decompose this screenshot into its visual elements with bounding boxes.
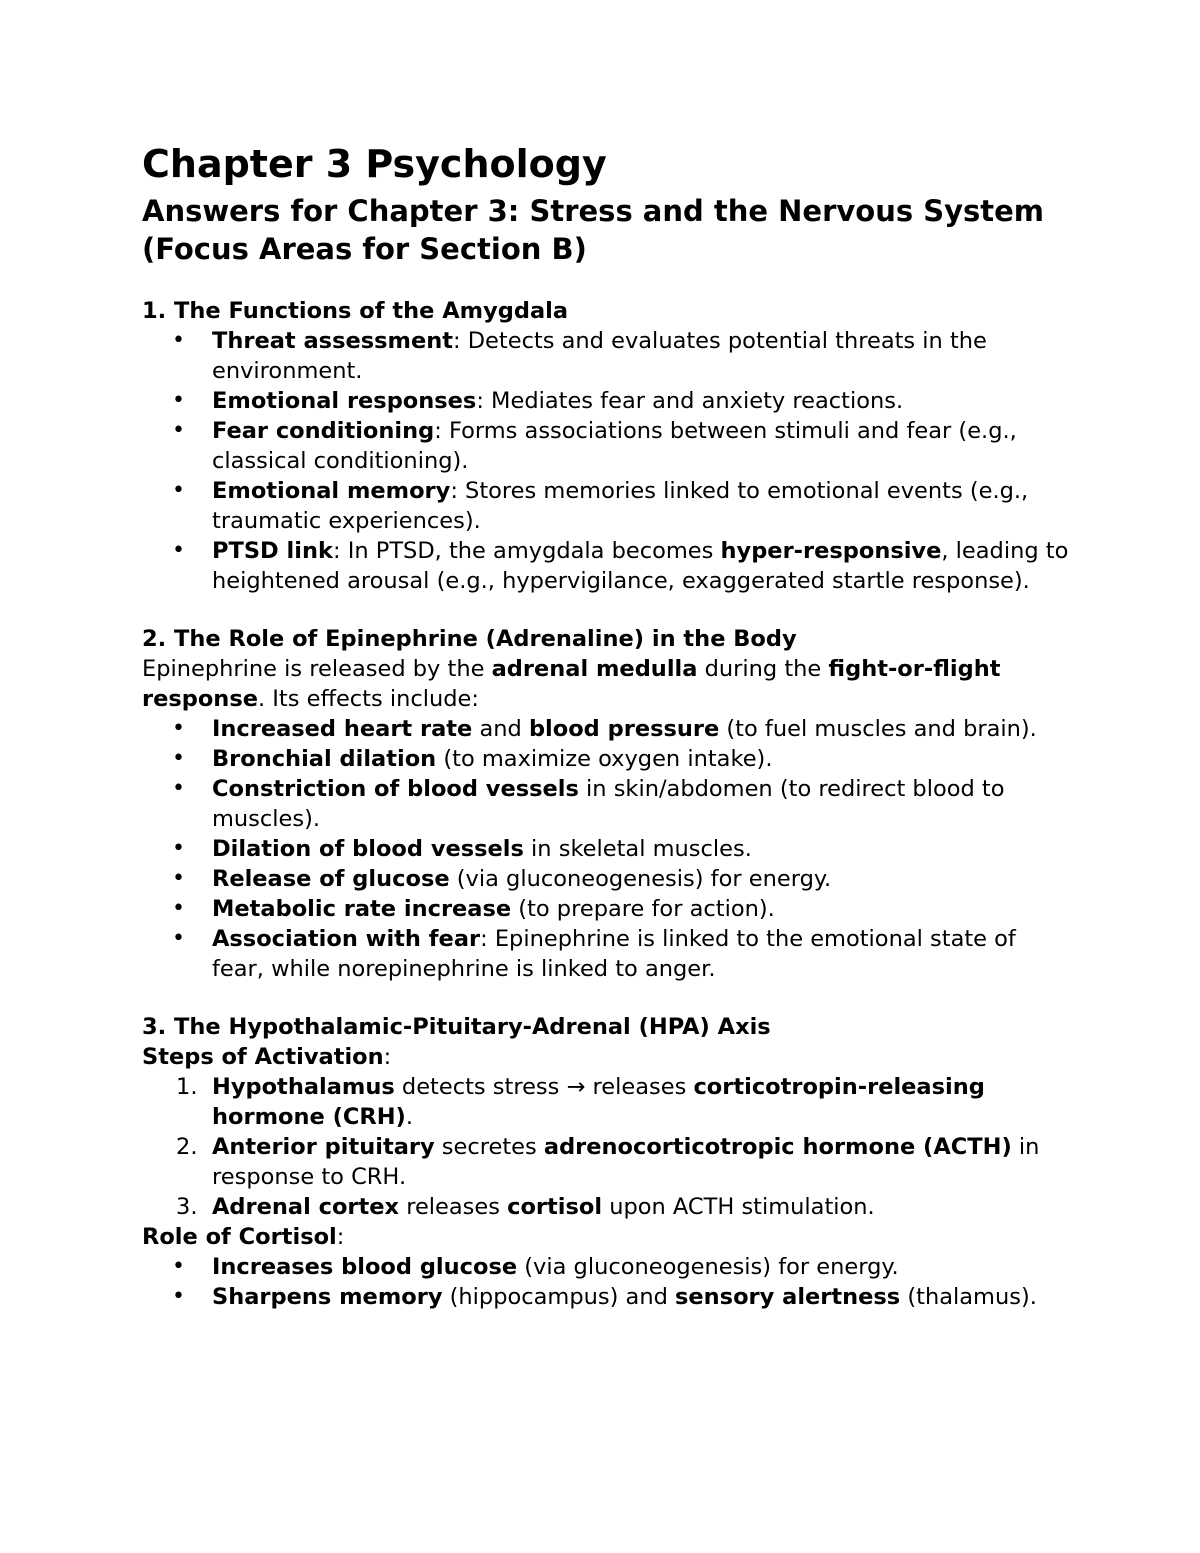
- page-subtitle: Answers for Chapter 3: Stress and the Nervous System (Focus Areas for Section B): [142, 194, 1045, 266]
- section-heading: 3. The Hypothalamic-Pituitary-Adrenal (HPA) Axis: [142, 1014, 771, 1040]
- bullet-list: [142, 326, 1072, 596]
- text-run: releases: [399, 1194, 508, 1220]
- steps-label: [142, 1042, 1072, 1072]
- bold-term: Anterior pituitary: [212, 1134, 435, 1160]
- document-page: [142, 140, 1072, 1312]
- numbered-item: [142, 1132, 1072, 1192]
- bold-term: Association with fear: [212, 926, 481, 952]
- numbered-item: [142, 1192, 1072, 1222]
- text-run: : Detects and evaluates potential threats in the environment.: [212, 328, 987, 384]
- text-run: : Epinephrine is linked to the emotional state of fear, while norepinephrine is linked to anger.: [212, 926, 1016, 982]
- numbered-item: [142, 1072, 1072, 1132]
- bold-term: sensory alertness: [675, 1284, 901, 1310]
- bold-term: Increased heart rate: [212, 716, 473, 742]
- section-heading: 2. The Role of Epinephrine (Adrenaline) in the Body: [142, 626, 797, 652]
- bold-term: adrenocorticotropic hormone (ACTH): [543, 1134, 1012, 1160]
- list-item: [142, 326, 1072, 386]
- text-run: in skin/abdomen (to redirect blood to muscles).: [212, 776, 1005, 832]
- numbered-list: [142, 1072, 1072, 1222]
- text-run: : Mediates fear and anxiety reactions.: [476, 388, 904, 414]
- bold-term: hyper-responsive: [720, 538, 942, 564]
- bold-term: Hypothalamus: [212, 1074, 395, 1100]
- bullet-icon: •: [172, 776, 185, 801]
- page-title: Chapter 3 Psychology: [142, 142, 607, 186]
- section-intro: [142, 654, 1072, 714]
- text-run: (via gluconeogenesis) for energy.: [517, 1254, 899, 1280]
- list-item: [142, 774, 1072, 834]
- bold-term: Metabolic rate increase: [212, 896, 512, 922]
- text-run: and: [472, 716, 529, 742]
- bullet-icon: •: [172, 746, 185, 771]
- bold-term: Bronchial dilation: [212, 746, 437, 772]
- bold-term: Constriction of blood vessels: [212, 776, 579, 802]
- bullet-icon: •: [172, 716, 185, 741]
- bold-term: Fear conditioning: [212, 418, 435, 444]
- text-run: :: [383, 1044, 392, 1070]
- step-number: 2.: [176, 1134, 198, 1160]
- bullet-icon: •: [172, 1284, 185, 1309]
- text-run: , leading to heightened arousal (e.g., hypervigilance, exaggerated startle response).: [212, 538, 1069, 594]
- bullet-icon: •: [172, 866, 185, 891]
- section-hpa-axis: [142, 1012, 1072, 1312]
- bullet-icon: •: [172, 538, 185, 563]
- bullet-icon: •: [172, 1254, 185, 1279]
- text-run: :: [336, 1224, 345, 1250]
- bold-term: Role of Cortisol: [142, 1224, 337, 1250]
- list-item: [142, 744, 1072, 774]
- text-run: : Stores memories linked to emotional events (e.g., traumatic experiences).: [212, 478, 1029, 534]
- text-run: in skeletal muscles.: [523, 836, 752, 862]
- text-run: . Its effects include:: [257, 686, 479, 712]
- text-run: secretes: [434, 1134, 544, 1160]
- text-run: detects stress → releases: [394, 1074, 694, 1100]
- list-item: [142, 536, 1072, 596]
- bold-term: Threat assessment: [212, 328, 453, 354]
- text-run: Epinephrine is released by the: [142, 656, 492, 682]
- bold-term: Steps of Activation: [142, 1044, 384, 1070]
- text-run: (to maximize oxygen intake).: [436, 746, 773, 772]
- bold-term: Sharpens memory: [212, 1284, 443, 1310]
- section-epinephrine: [142, 624, 1072, 984]
- bullet-icon: •: [172, 896, 185, 921]
- text-run: during the: [697, 656, 829, 682]
- list-item: [142, 894, 1072, 924]
- bullet-list: [142, 1252, 1072, 1312]
- bold-term: Emotional responses: [212, 388, 477, 414]
- bullet-icon: •: [172, 836, 185, 861]
- bold-term: adrenal medulla: [491, 656, 698, 682]
- section-heading: 1. The Functions of the Amygdala: [142, 298, 569, 324]
- step-number: 1.: [176, 1074, 198, 1100]
- bold-term: corticotropin-releasing hormone (CRH): [212, 1074, 985, 1130]
- bullet-list: [142, 714, 1072, 984]
- bullet-icon: •: [172, 926, 185, 951]
- step-number: 3.: [176, 1194, 198, 1220]
- text-run: (to fuel muscles and brain).: [719, 716, 1037, 742]
- list-item: [142, 386, 1072, 416]
- bold-term: blood pressure: [528, 716, 720, 742]
- bold-term: cortisol: [507, 1194, 603, 1220]
- list-item: [142, 864, 1072, 894]
- bold-term: Release of glucose: [212, 866, 450, 892]
- bold-term: Dilation of blood vessels: [212, 836, 524, 862]
- text-run: : In PTSD, the amygdala becomes: [332, 538, 721, 564]
- text-run: (hippocampus) and: [442, 1284, 676, 1310]
- list-item: [142, 1252, 1072, 1282]
- bold-term: Emotional memory: [212, 478, 451, 504]
- text-run: upon ACTH stimulation.: [602, 1194, 875, 1220]
- list-item: [142, 476, 1072, 536]
- section-amygdala: [142, 296, 1072, 596]
- list-item: [142, 714, 1072, 744]
- text-run: in response to CRH.: [212, 1134, 1040, 1190]
- text-run: (via gluconeogenesis) for energy.: [449, 866, 832, 892]
- bullet-icon: •: [172, 478, 185, 503]
- list-item: [142, 1282, 1072, 1312]
- bold-term: PTSD link: [212, 538, 333, 564]
- bold-term: Increases blood glucose: [212, 1254, 518, 1280]
- bullet-icon: •: [172, 388, 185, 413]
- text-run: (thalamus).: [900, 1284, 1037, 1310]
- list-item: [142, 416, 1072, 476]
- text-run: .: [405, 1104, 413, 1130]
- list-item: [142, 834, 1072, 864]
- role-label: [142, 1222, 1072, 1252]
- bold-term: Adrenal cortex: [212, 1194, 400, 1220]
- bullet-icon: •: [172, 328, 185, 353]
- text-run: (to prepare for action).: [511, 896, 775, 922]
- list-item: [142, 924, 1072, 984]
- bullet-icon: •: [172, 418, 185, 443]
- bold-term: fight-or-flight response: [142, 656, 1001, 712]
- text-run: : Forms associations between stimuli and fear (e.g., classical conditioning).: [212, 418, 1017, 474]
